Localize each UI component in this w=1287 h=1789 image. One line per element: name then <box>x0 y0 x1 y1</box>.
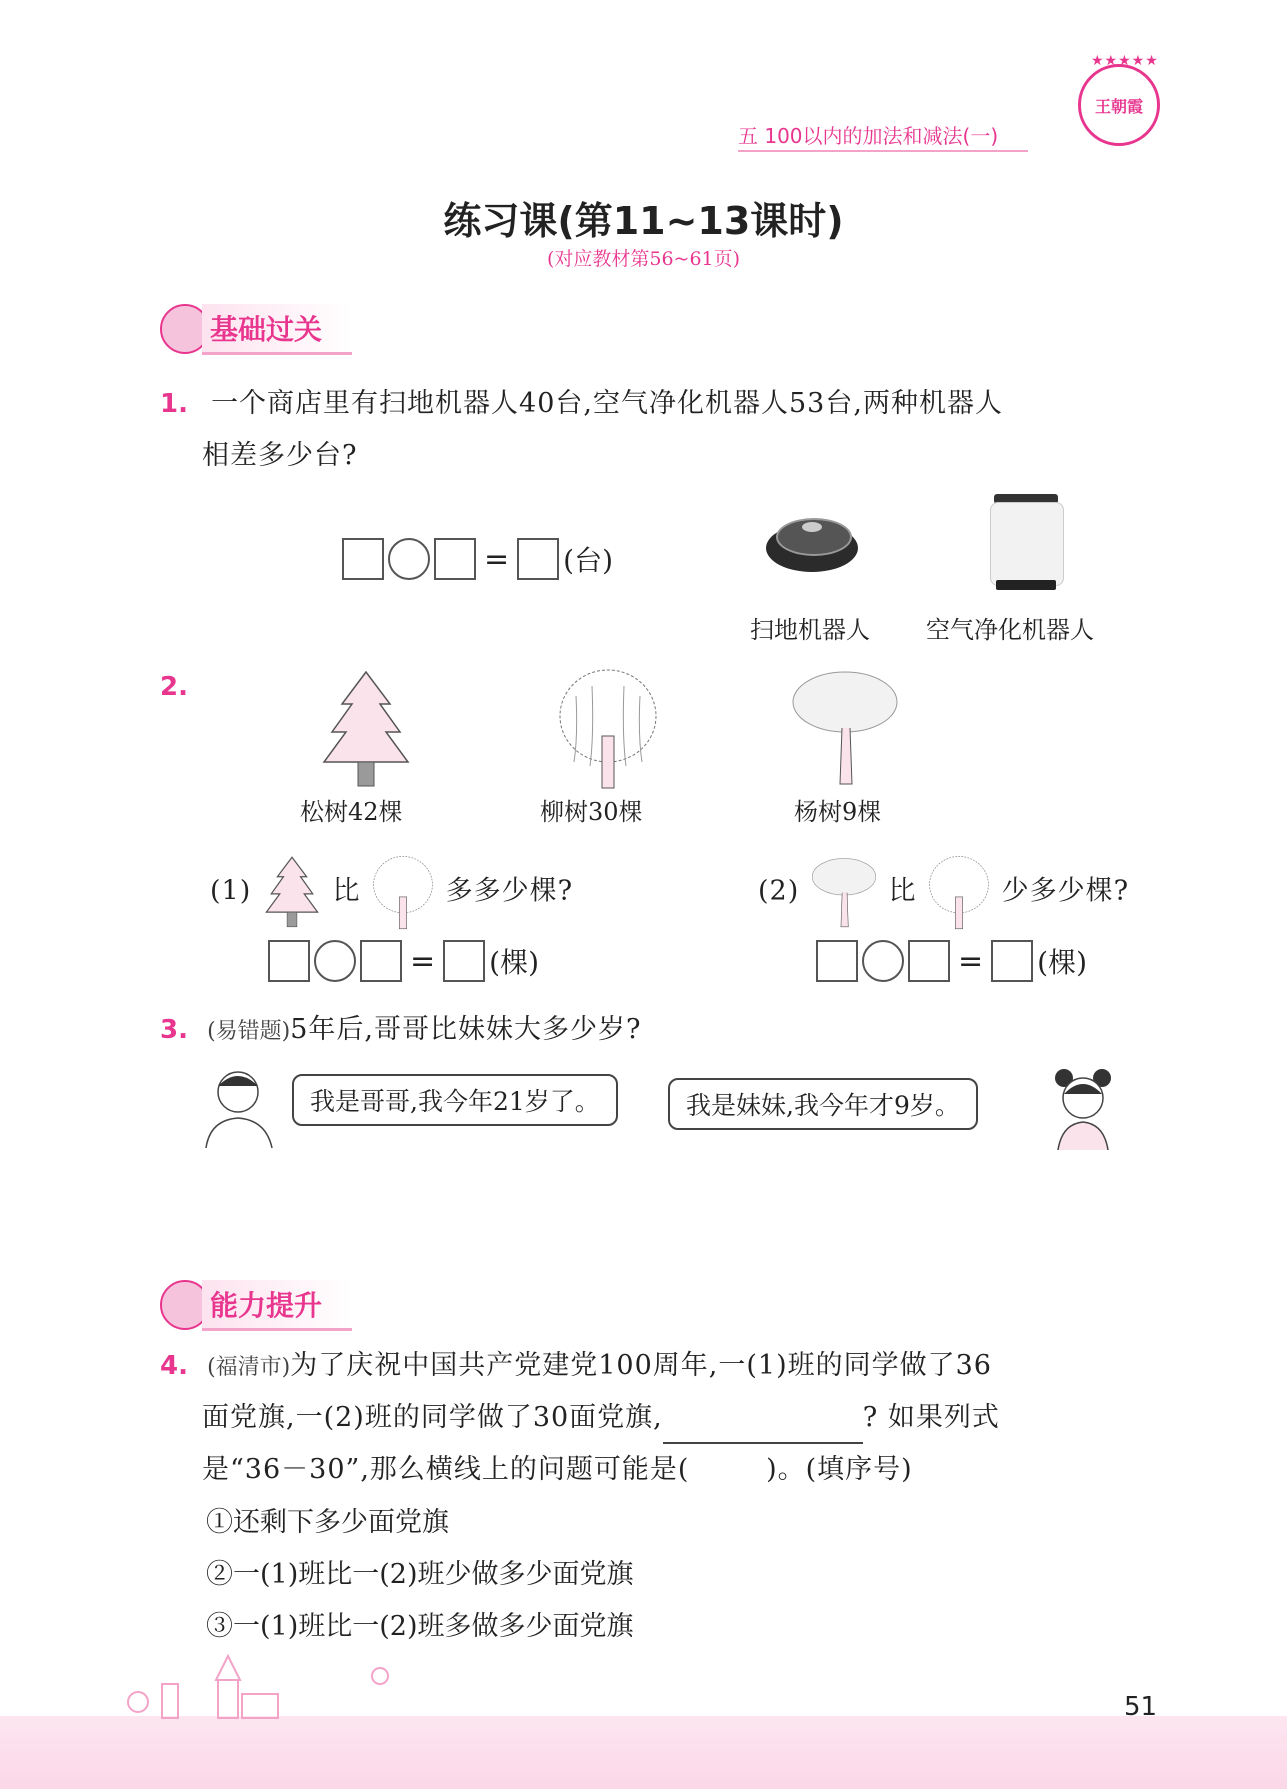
question-2-number: 2. <box>160 672 188 702</box>
answer-box[interactable] <box>816 940 858 982</box>
label-poplar: 杨树9棵 <box>794 798 882 826</box>
section-advanced <box>160 1282 352 1328</box>
answer-box[interactable] <box>908 940 950 982</box>
answer-blank-line[interactable] <box>663 1412 863 1444</box>
speech-bubble-boy: 我是哥哥,我今年21岁了。 <box>292 1074 618 1126</box>
pine-tree-icon <box>320 670 412 788</box>
question-1-line2: 相差多少台? <box>202 440 358 471</box>
poplar-tree-icon <box>790 668 900 786</box>
answer-box[interactable] <box>434 538 476 580</box>
unit-label: (台) <box>563 544 613 577</box>
q2-sub1 <box>210 854 573 930</box>
equals-sign: = <box>484 541 510 577</box>
question-4-line3: 是“36－30”,那么横线上的问题可能是( )。(填序号) <box>202 1454 913 1485</box>
q2-sub1-bi: 比 <box>332 875 361 907</box>
option-2: ②一(1)班比一(2)班少做多少面党旗 <box>206 1559 634 1590</box>
formula-q1 <box>342 538 613 580</box>
section-basic-label: 基础过关 <box>202 304 352 355</box>
question-4-line1: 为了庆祝中国共产党建党100周年,一(1)班的同学做了36 <box>290 1350 992 1381</box>
logo-text: 王朝霞 <box>1094 96 1143 116</box>
answer-box[interactable] <box>443 940 485 982</box>
answer-box[interactable] <box>268 940 310 982</box>
q2-sub2-prefix: (2) <box>758 875 800 907</box>
operator-circle[interactable] <box>862 940 904 982</box>
question-4-number: 4. <box>160 1351 188 1381</box>
question-3-text: 5年后,哥哥比妹妹大多少岁? <box>290 1014 642 1045</box>
girl-avatar-icon <box>1046 1064 1120 1150</box>
chapter-header <box>738 120 1028 152</box>
air-purifier-icon <box>990 494 1062 594</box>
option-1: ①还剩下多少面党旗 <box>206 1507 449 1538</box>
chapter-title: 五 100以内的加法和减法(一) <box>738 124 999 148</box>
answer-box[interactable] <box>360 940 402 982</box>
caption-robot: 扫地机器人 <box>750 616 870 644</box>
question-4-line2a: 面党旗,一(2)班的同学做了30面党旗, <box>202 1402 663 1433</box>
answer-box[interactable] <box>342 538 384 580</box>
unit-label: (棵) <box>1037 946 1087 979</box>
willow-tree-icon <box>926 854 992 930</box>
castle-decoration-icon <box>118 1650 418 1720</box>
star-icon: ★★★★★ <box>1091 53 1159 69</box>
question-1-line1: 一个商店里有扫地机器人40台,空气净化机器人53台,两种机器人 <box>211 388 1003 419</box>
page-title: 练习课(第11~13课时) <box>443 199 844 243</box>
formula-q2-2 <box>816 940 1087 982</box>
operator-circle[interactable] <box>314 940 356 982</box>
page-subtitle: (对应教材第56~61页) <box>546 248 741 270</box>
section-advanced-label: 能力提升 <box>202 1280 352 1331</box>
poplar-tree-icon <box>809 856 879 928</box>
question-4-line2b: ? 如果列式 <box>862 1402 1000 1433</box>
caption-purifier: 空气净化机器人 <box>926 616 1094 644</box>
q2-sub1-prefix: (1) <box>210 875 252 907</box>
willow-tree-icon <box>556 666 660 790</box>
operator-circle[interactable] <box>388 538 430 580</box>
q2-sub2 <box>758 854 1129 930</box>
question-4-line2 <box>202 1392 1000 1444</box>
robot-vacuum-icon <box>766 512 858 578</box>
question-1 <box>160 378 1160 430</box>
footer-band <box>0 1716 1287 1789</box>
speech-bubble-girl: 我是妹妹,我今年才9岁。 <box>668 1078 978 1130</box>
q2-sub1-suffix: 多多少棵? <box>445 875 574 907</box>
page-number: 51 <box>1124 1692 1158 1722</box>
section-basic <box>160 306 352 352</box>
question-1-number: 1. <box>160 389 188 419</box>
answer-box[interactable] <box>991 940 1033 982</box>
equals-sign: = <box>410 943 436 979</box>
label-pine: 松树42棵 <box>300 798 403 826</box>
equals-sign: = <box>958 943 984 979</box>
question-3 <box>160 1004 641 1056</box>
formula-q2-1 <box>268 940 539 982</box>
question-4-tag: (福清市) <box>207 1355 291 1380</box>
option-3: ③一(1)班比一(2)班多做多少面党旗 <box>206 1611 634 1642</box>
question-3-number: 3. <box>160 1015 188 1045</box>
willow-tree-icon <box>370 854 436 930</box>
unit-label: (棵) <box>489 946 539 979</box>
q2-sub2-bi: 比 <box>888 875 917 907</box>
logo-stamp <box>1078 53 1160 146</box>
question-3-tag: (易错题) <box>207 1019 291 1044</box>
q2-sub2-suffix: 少多少棵? <box>1001 875 1130 907</box>
boy-avatar-icon <box>198 1062 280 1148</box>
question-4 <box>160 1340 992 1392</box>
pine-tree-icon <box>261 856 323 928</box>
label-willow: 柳树30棵 <box>540 798 643 826</box>
answer-box[interactable] <box>517 538 559 580</box>
